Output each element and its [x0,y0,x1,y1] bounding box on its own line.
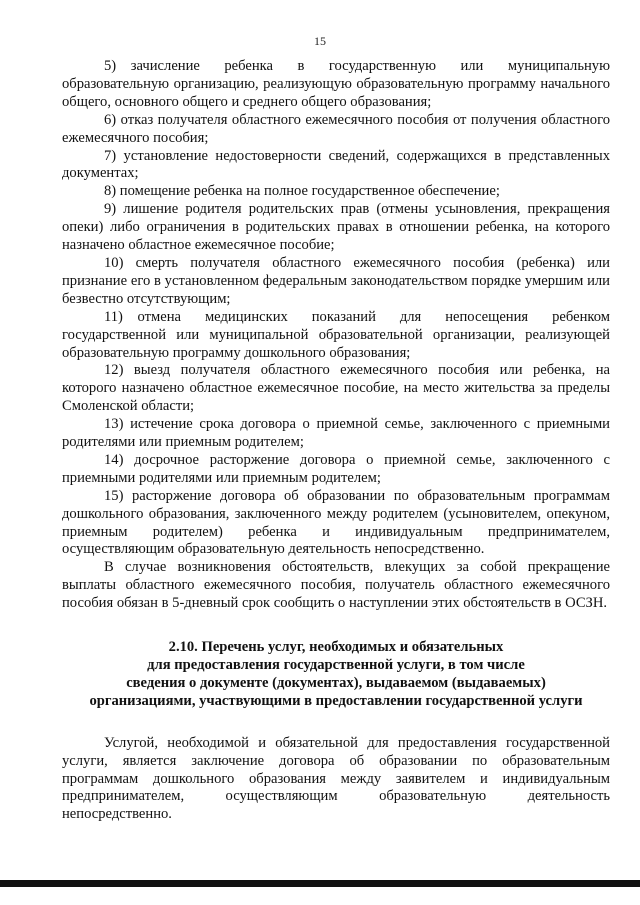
section-heading [62,639,610,711]
closing-paragraph: В случае возникновения обстоятельств, влекущих за собой прекращение выплаты областного ежемесячного пособия, получатель областного ежемесячного пособия обязан в 5-дневный срок сообщить о наступлении этих обстоятельств в ОСЗН. [62,559,610,612]
section-heading-line: сведения о документе (документах), выдаваемом (выдаваемых) [126,674,546,691]
section-heading-line: организациями, участвующими в предоставлении государственной услуги [89,692,583,709]
list-item-7: 7) установление недостоверности сведений, содержащихся в представленных документах; [62,147,610,182]
list-item-10: 10) смерть получателя областного ежемесячного пособия (ребенка) или признание его в установленном федеральным законодательством порядке умершим или безвестно отсутствующим; [62,254,610,307]
list-item-9: 9) лишение родителя родительских прав (отмены усыновления, прекращения опеки) либо ограничения в родительских правах в отношении ребенка, на которого назначено областное ежемесячное пособие; [62,201,610,254]
list-item-11: 11) отмена медицинских показаний для непосещения ребенком государственной или муниципальной образовательной организации, реализующей образовательную программу дошкольного образования; [62,308,610,361]
section-body-paragraph: Услугой, необходимой и обязательной для предоставления государственной услуги, является заключение договора об образовании по образовательным программам дошкольного образования между заявителем и индивидуальным предпринимателем, осуществляющим образовательную деятельность непосредственно. [62,734,610,823]
list-item-8: 8) помещение ребенка на полное государственное обеспечение; [104,183,500,200]
list-item-13: 13) истечение срока договора о приемной семье, заключенного с приемными родителями или приемным родителем; [62,416,610,451]
list-item-6: 6) отказ получателя областного ежемесячного пособия от получения областного ежемесячного пособия; [62,111,610,146]
section-heading-line: для предоставления государственной услуги, в том числе [147,657,525,673]
page-number: 15 [314,34,326,48]
list-item-12: 12) выезд получателя областного ежемесячного пособия или ребенка, на которого назначено областное ежемесячное пособие, на место жительства за пределы Смоленской области; [62,362,610,415]
list-item-14: 14) досрочное расторжение договора о приемной семье, заключенного с приемными родителями или приемным родителем; [62,451,610,486]
list-item-5: 5) зачисление ребенка в государственную или муниципальную образовательную организацию, реализующую образовательную программу начального общего, основного общего и среднего общего образования; [62,58,610,110]
bottom-scan-border [0,880,640,887]
document-body [62,58,610,824]
section-heading-line: 2.10. Перечень услуг, необходимых и обязательных [168,639,504,656]
list-item-15: 15) расторжение договора об образовании по образовательным программам дошкольного образования, заключенного между родителем (усыновителем, опекуном, приемным родителем) ребенка и индивидуальным предпринимателем, осуществляющим образовательную деятельность непосредственно. [62,487,610,558]
